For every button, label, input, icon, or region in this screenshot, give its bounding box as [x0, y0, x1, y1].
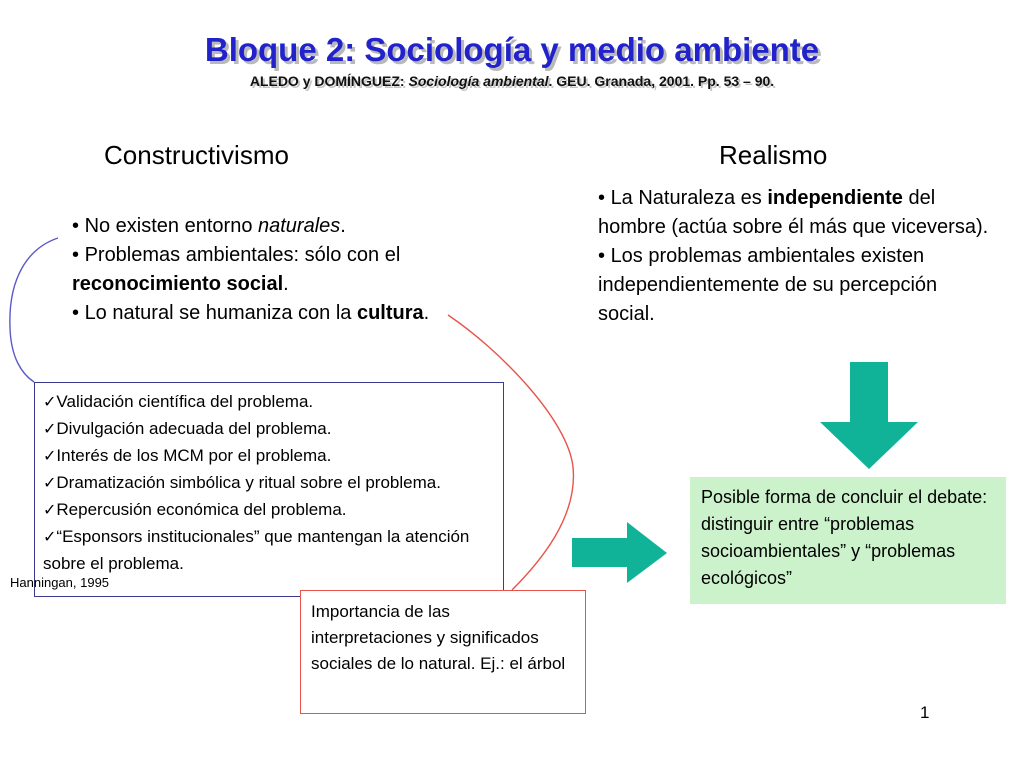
bullet-strong: independiente — [767, 187, 903, 209]
list-item — [43, 389, 499, 416]
list-item-label: Dramatización simbólica y ritual sobre el problema. — [56, 473, 441, 492]
citation-details: . GEU. Granada, 2001. Pp. 53 – 90. — [548, 73, 775, 89]
evidence-checklist-box — [34, 382, 504, 597]
check-icon: ✓ — [43, 502, 57, 519]
list-item-label: Repercusión económica del problema. — [56, 500, 347, 519]
list-item — [43, 443, 499, 470]
right-arrow-icon — [572, 522, 668, 584]
page-number: 1 — [920, 703, 930, 722]
bullet-text: Los problemas ambientales existen independientemente de su percepción social. — [598, 245, 938, 325]
realismo-bullet-list — [598, 184, 998, 329]
check-icon: ✓ — [43, 421, 57, 438]
list-item-label: Interés de los MCM por el problema. — [56, 446, 332, 465]
list-item — [43, 524, 499, 577]
citation-work: Sociología ambiental — [408, 73, 549, 89]
page-subtitle-citation — [0, 72, 1024, 90]
bullet-strong: cultura — [356, 302, 424, 324]
bullet-marker: • — [72, 302, 85, 324]
list-item — [598, 184, 998, 242]
bullet-marker: • — [598, 187, 611, 209]
bullet-emphasis: naturales — [258, 215, 341, 237]
bullet-text-tail: . — [283, 273, 289, 295]
check-icon: ✓ — [43, 475, 57, 492]
check-icon: ✓ — [43, 448, 57, 465]
checklist-items — [43, 389, 499, 577]
bullet-marker: • — [72, 244, 85, 266]
list-item — [72, 212, 512, 241]
list-item-label: “Esponsors institucionales” que mantengan la atención sobre el problema. — [43, 527, 470, 573]
down-arrow-icon — [818, 362, 920, 470]
title-block — [0, 30, 1024, 90]
interpretation-note-text: Importancia de las interpretaciones y significados sociales de lo natural. Ej.: el árbol — [311, 602, 566, 673]
list-item — [598, 242, 998, 329]
blue-connector-curve — [0, 236, 70, 388]
bullet-text-tail: del hombre (actúa sobre él más que viceversa). — [598, 187, 989, 238]
bullet-text: Problemas ambientales: sólo con el — [84, 244, 401, 266]
list-item — [72, 241, 512, 299]
list-item — [43, 470, 499, 497]
bullet-marker: • — [72, 215, 85, 237]
check-icon: ✓ — [43, 394, 57, 411]
bullet-text: La Naturaleza es — [610, 187, 768, 209]
bullet-text: No existen entorno — [84, 215, 258, 237]
conclusion-text: Posible forma de concluir el debate: distinguir entre “problemas socioambientales” y “problemas ecológicos” — [701, 487, 988, 588]
constructivismo-bullet-list — [72, 212, 512, 328]
citation-authors: ALEDO y DOMÍNGUEZ: — [249, 73, 409, 89]
page-title: Bloque 2: Sociología y medio ambiente — [204, 31, 820, 68]
list-item — [43, 497, 499, 524]
bullet-text: Lo natural se humaniza con la — [84, 302, 357, 324]
heading-constructivismo: Constructivismo — [104, 140, 289, 170]
bullet-strong: reconocimiento social — [72, 273, 284, 295]
bullet-text-tail: . — [340, 215, 346, 237]
interpretation-note-box — [300, 590, 586, 714]
bullet-marker: • — [598, 245, 611, 267]
bullet-text-tail: . — [423, 302, 430, 324]
checklist-source-citation: Hanningan, 1995 — [10, 575, 110, 590]
list-item-label: Divulgación adecuada del problema. — [56, 419, 332, 438]
list-item — [43, 416, 499, 443]
check-icon: ✓ — [43, 529, 57, 546]
list-item-label: Validación científica del problema. — [56, 392, 314, 411]
heading-realismo: Realismo — [719, 140, 828, 170]
conclusion-box — [690, 477, 1006, 604]
